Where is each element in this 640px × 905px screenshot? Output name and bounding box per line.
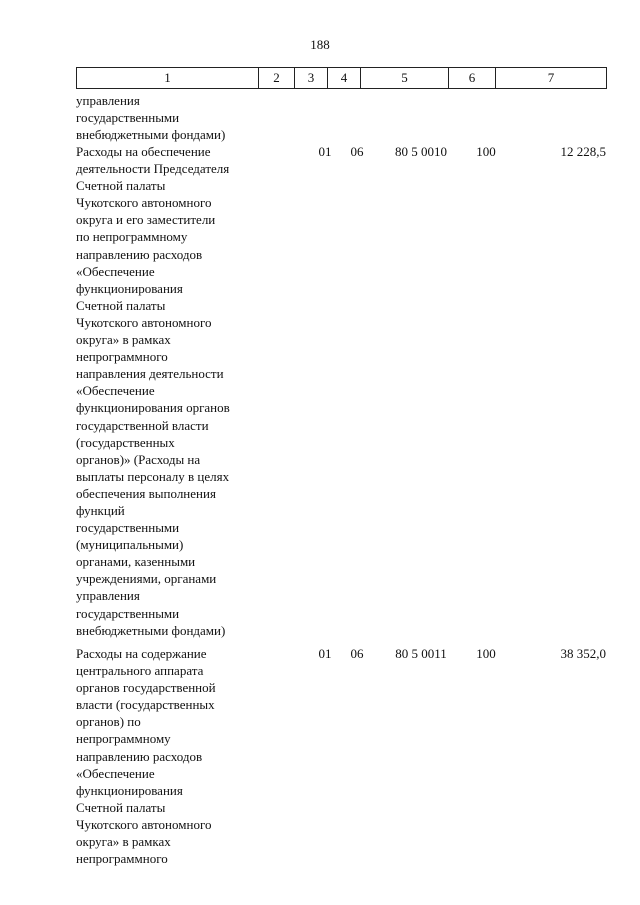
column-header-row xyxy=(77,68,607,89)
cell-col5: 80 5 0010 xyxy=(395,144,447,159)
column-header-1: 1 xyxy=(77,68,259,89)
column-header-table xyxy=(76,67,607,89)
desc-line: Счетной палаты xyxy=(76,799,166,815)
desc-line: Чукотского автономного xyxy=(76,816,212,832)
desc-line: центрального аппарата xyxy=(76,663,204,679)
desc-line: органов) по xyxy=(76,714,141,730)
desc-line: органами, казенными xyxy=(76,554,196,570)
desc-line: государственными xyxy=(76,605,180,621)
desc-line: функционирования xyxy=(76,280,183,296)
desc-line: учреждениями, органами xyxy=(76,571,217,587)
desc-line: функционирования органов xyxy=(76,400,230,416)
cell-col4: 06 xyxy=(350,144,364,159)
desc-line: функций xyxy=(76,502,125,518)
desc-line: Чукотского автономного xyxy=(76,195,212,211)
desc-line: непрограммного xyxy=(76,349,168,365)
desc-line: непрограммному xyxy=(76,731,171,747)
desc-line: органов государственной xyxy=(76,680,216,696)
cell-col6: 100 xyxy=(476,646,496,661)
desc-line: Счетной палаты xyxy=(76,178,166,194)
desc-line: государственной власти xyxy=(76,417,209,433)
desc-line: «Обеспечение xyxy=(76,263,155,279)
desc-line: функционирования xyxy=(76,782,183,798)
desc-line: (муниципальными) xyxy=(76,537,184,553)
desc-line: «Обеспечение xyxy=(76,765,155,781)
desc-line: государственными xyxy=(76,110,180,126)
continuation-description xyxy=(76,92,266,143)
desc-line: (государственных xyxy=(76,434,175,450)
cell-col4: 06 xyxy=(350,646,364,661)
desc-line: обеспечения выполнения xyxy=(76,485,216,501)
desc-line: Расходы на содержание xyxy=(76,646,207,661)
column-header-4: 4 xyxy=(328,68,361,89)
column-header-3: 3 xyxy=(295,68,328,89)
cell-col5: 80 5 0011 xyxy=(395,646,447,661)
desc-line: органов)» (Расходы на xyxy=(76,451,201,467)
row-description xyxy=(76,143,266,639)
cell-col6: 100 xyxy=(476,144,496,159)
desc-line: направлению расходов xyxy=(76,748,203,764)
desc-line: управления xyxy=(76,93,140,108)
desc-line: государственными xyxy=(76,520,180,536)
desc-line: округа и его заместители xyxy=(76,212,216,228)
cell-col3: 01 xyxy=(318,646,332,661)
desc-line: Расходы на обеспечение xyxy=(76,144,211,159)
desc-line: по непрограммному xyxy=(76,229,188,245)
desc-line: округа» в рамках xyxy=(76,332,171,348)
desc-line: округа» в рамках xyxy=(76,834,171,850)
column-header-7: 7 xyxy=(496,68,607,89)
column-header-6: 6 xyxy=(449,68,496,89)
desc-line: непрограммного xyxy=(76,851,168,867)
desc-line: власти (государственных xyxy=(76,697,215,713)
desc-line: «Обеспечение xyxy=(76,383,155,399)
cell-col7: 12 228,5 xyxy=(560,144,606,159)
desc-line: направлению расходов xyxy=(76,246,203,262)
desc-line: Чукотского автономного xyxy=(76,314,212,330)
desc-line: внебюджетными фондами) xyxy=(76,622,226,638)
desc-line: внебюджетными фондами) xyxy=(76,127,226,143)
page-number: 188 xyxy=(310,37,330,52)
desc-line: направления деятельности xyxy=(76,366,224,382)
column-header-5: 5 xyxy=(361,68,449,89)
row-description xyxy=(76,645,266,867)
desc-line: деятельности Председателя xyxy=(76,161,230,177)
desc-line: управления xyxy=(76,588,140,604)
cell-col3: 01 xyxy=(318,144,332,159)
desc-line: выплаты персоналу в целях xyxy=(76,468,230,484)
cell-col7: 38 352,0 xyxy=(560,646,606,661)
column-header-2: 2 xyxy=(259,68,295,89)
desc-line: Счетной палаты xyxy=(76,297,166,313)
